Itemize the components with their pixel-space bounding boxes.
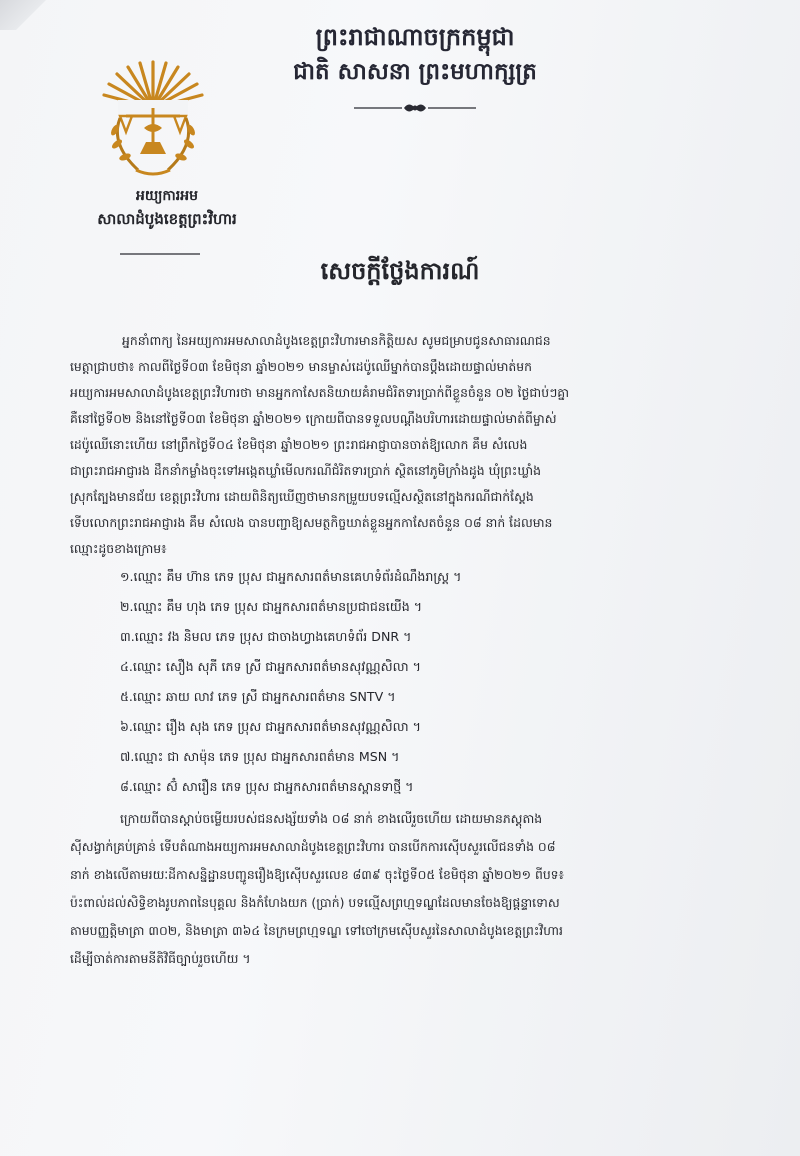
suspect-list-item: ៥.ឈ្មោះ ឆាយ លាវ ភេទ ស្រី ជាអ្នកសារពត៌មាន SNTV ។ (120, 689, 396, 704)
paragraph-line: ដេប៉ូឈើនោះហើយ នៅព្រឹកថ្ងៃទី០៤ ខែមិថុនា ឆ្នាំ២០២១ ព្រះរាជអាជ្ញាបានចាត់ឱ្យលោក គឹម សំលេង (70, 437, 528, 452)
paragraph-line: ទើបលោកព្រះរាជអាជ្ញារង គឹម សំលេង បានបញ្ជាឱ្យសមត្ថកិច្ចឃាត់ខ្លួនអ្នកកាសែតចំនួន ០៨ នាក់ ដែលមាន (70, 515, 553, 530)
paragraph-line: ក្រោយពីបានស្ដាប់ចម្លើយរបស់ជនសង្ស័យទាំង ០៨ នាក់ ខាងលើរួចហើយ ដោយមានភស្ដុតាង (120, 811, 543, 826)
paragraph-line: គឺនៅថ្ងៃទី០២ និងនៅថ្ងៃទី០៣ ខែមិថុនា ឆ្នាំ២០២១ ក្រោយពីបានទទួលបណ្ដឹងបរិហារដោយផ្ទាល់មាត់ពីម្ចាស់ (70, 411, 557, 426)
suspect-list-item: ២.ឈ្មោះ គឹម ហុង ភេទ ប្រុស ជាអ្នកសារពត៌មានប្រជាជនយើង ។ (120, 599, 423, 614)
document-title: សេចក្ដីថ្លែងការណ៍ (320, 256, 480, 285)
paragraph-line: តាមបញ្ញត្តិមាត្រា ៣០២, និងមាត្រា ៣៦៤ នៃក្រមព្រហ្មទណ្ឌ ទៅចៅក្រមស៊ើបសួរនៃសាលាដំបូងខេត្តព្រះវិហារ (70, 923, 563, 938)
suspect-list-item: ៤.ឈ្មោះ សឿង សុភី ភេទ ស្រី ជាអ្នកសារពត៌មានសុវណ្ណសិលា ។ (120, 659, 421, 674)
org-divider (120, 250, 200, 258)
paragraph-line: នាក់ ខាងលើតាមរយៈដីកាសន្និដ្ឋានបញ្ជូនរឿងឱ្យស៊ើបសួរលេខ ៨៣៩ ចុះថ្ងៃទី០៥ ខែមិថុនា ឆ្នាំ២០២១ ពីបទ៖ (70, 867, 564, 882)
judiciary-emblem-icon (98, 58, 208, 182)
paragraph-line: ស្រុកត្បែងមានជ័យ ខេត្តព្រះវិហារ ដោយពិនិត្យឃើញថាមានកម្រួយបទល្មើសស្ថិតនៅក្នុងករណីជាក់ស្ដែង (70, 489, 534, 504)
ornament-divider-icon (352, 96, 478, 120)
suspect-list-item: ៣.ឈ្មោះ វង និមល ភេទ ប្រុស ជាចាងហ្វាងគេហទំព័រ DNR ។ (120, 629, 412, 644)
suspect-list-item: ៦.ឈ្មោះ រឿង សុង ភេទ ប្រុស ជាអ្នកសារពត៌មានសុវណ្ណសិលា ។ (120, 719, 421, 734)
paragraph-line: អយ្យការអមសាលាដំបូងខេត្តព្រះវិហារថា មានអ្នកកាសែតនិយាយគំរាមជំរិតទារប្រាក់ពីខ្លួនចំនួន ០២ ថ្ងៃជាប់ៗគ្នា (70, 385, 570, 400)
kingdom-name: ព្រះរាជាណាចក្រកម្ពុជា (315, 22, 515, 51)
suspect-list-item: ៨.ឈ្មោះ ស៊ំ សារឿន ភេទ ប្រុស ជាអ្នកសារពត៌មានស្ពានទាថ្មី ។ (120, 779, 414, 794)
paragraph-line: ស៊ីសង្វាក់គ្រប់គ្រាន់ ទើបតំណាងអយ្យការអមសាលាដំបូងខេត្តព្រះវិហារ បានបើកការស៊ើបសួរលើជនទាំង ០៨ (70, 839, 556, 854)
paragraph-line: ដើម្បីចាត់ការតាមនីតិវិធីច្បាប់រួចហើយ ។ (70, 951, 251, 966)
page-fold-corner (0, 0, 46, 30)
court-name: សាលាដំបូងខេត្តព្រះវិហារ (97, 210, 237, 228)
paragraph-line: អ្នកនាំពាក្យ នៃអយ្យការអមសាលាដំបូងខេត្តព្រះវិហារមានកិត្តិយស សូមជម្រាបជូនសាធារណជន (122, 333, 551, 348)
suspect-list-item: ១.ឈ្មោះ គឹម ហ៊ាន ភេទ ប្រុស ជាអ្នកសារពត៌មានគេហទំព័រដំណឹងរាស្ត្រ ។ (120, 569, 462, 584)
suspect-list-item: ៧.ឈ្មោះ ជា សាម៉ុន ភេទ ប្រុស ជាអ្នកសារពត៌មាន MSN ។ (120, 749, 400, 764)
paragraph-line: ឈ្មោះដូចខាងក្រោម៖ (70, 541, 167, 556)
paragraph-line: ជាព្រះរាជអាជ្ញារង ដឹកនាំកម្លាំងចុះទៅអង្កេតឃ្លាំមើលករណីជំរិតទារប្រាក់ ស្ថិតនៅភូមិក្រាំងដូង ឃុំព្រះឃ្លាំង (70, 463, 541, 478)
paragraph-line: មេត្តាជ្រាបថា៖ កាលពីថ្ងៃទី០៣ ខែមិថុនា ឆ្នាំ២០២១ មានម្ចាស់ដេប៉ូឈើម្នាក់បានប្ដឹងដោយផ្ទាល់មាត់មក (70, 359, 533, 374)
org-name: អយ្យការអម (136, 188, 198, 204)
paragraph-line: ប៉ះពាល់ដល់សិទ្ធិខាងរូបភាពនៃបុគ្គល និងកំហែងយក (ប្រាក់) បទល្មើសព្រហ្មទណ្ឌដែលមានចែងឱ្យផ្ដន្ទាទោស (70, 895, 560, 910)
national-motto: ជាតិ សាសនា ព្រះមហាក្សត្រ (293, 58, 537, 85)
